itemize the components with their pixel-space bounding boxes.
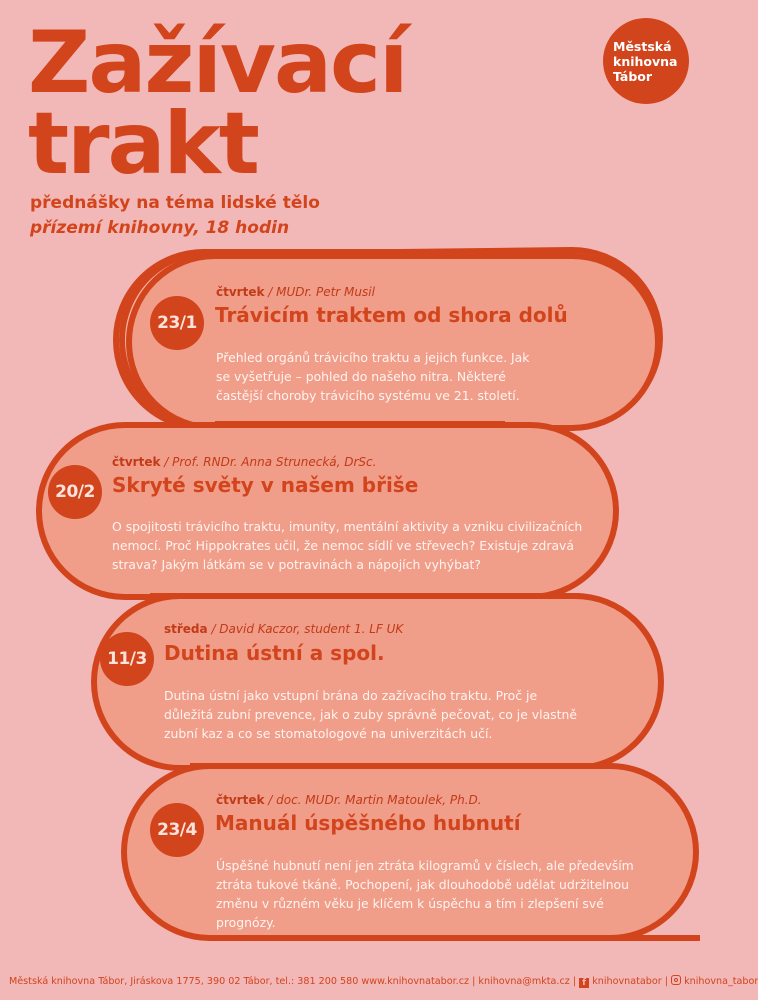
lecture-3-speaker: David Kaczor, student 1. LF UK (219, 622, 404, 636)
lecture-2-title: Skryté světy v našem břiše (112, 473, 419, 497)
lecture-2-description: O spojitosti trávicího traktu, imunity, mentální aktivity a vzniku civilizačních nemocí. Proč Hippokrates učil, že nemoc sídlí ve střevech? Existuje zdravá strava? Jakým látkám se v potravinách a nápojích vyhýbat? (112, 519, 583, 572)
logo-line-3: Tábor (613, 68, 653, 84)
logo-line-2: knihovna (613, 53, 678, 69)
lecture-4-speaker: doc. MUDr. Martin Matoulek, Ph.D. (276, 793, 482, 807)
footer (9, 975, 758, 988)
lecture-1-date-badge: 23/1 (150, 296, 204, 350)
lecture-1-speaker: MUDr. Petr Musil (276, 285, 375, 299)
lecture-4-meta (216, 793, 482, 807)
lecture-2-meta (112, 455, 376, 469)
lecture-3-separator: / (207, 622, 220, 636)
lecture-2-date-badge: 20/2 (48, 465, 102, 519)
lecture-3-description: Dutina ústní jako vstupní brána do zažívacího traktu. Proč je důležitá zubní prevence, jak o zuby správně pečovat, co je vlastně zubní kaz a co se stomatologové na univerzitách učí. (164, 688, 577, 741)
lecture-1-day: čtvrtek (216, 285, 265, 299)
lecture-2-separator: / (160, 455, 173, 469)
lecture-4-description: Úspěšné hubnutí není jen ztráta kilogramů v číslech, ale především ztráta tukové tkáně. Pochopení, jak dlouhodobě udělat udržitelnou změnu v různém věku je klíčem k úspěchu a tím i zlepšení své prognózy. (216, 858, 634, 930)
logo-line-1: Městská (613, 38, 672, 54)
lecture-4-separator: / (264, 793, 277, 807)
footer-web-link[interactable]: www.knihovnatabor.cz (361, 976, 470, 987)
lecture-4-title: Manuál úspěšného hubnutí (215, 811, 521, 835)
instagram-icon (671, 975, 681, 985)
lecture-3-meta (164, 622, 403, 636)
page-title-line-2: trakt (28, 94, 258, 194)
lecture-3-date-badge: 11/3 (100, 632, 154, 686)
lecture-3-day: středa (164, 622, 208, 636)
page-title-line-1: Zažívací (28, 13, 407, 113)
lecture-3-title: Dutina ústní a spol. (164, 641, 385, 665)
lecture-2-speaker: Prof. RNDr. Anna Strunecká, DrSc. (172, 455, 377, 469)
library-logo (603, 18, 689, 104)
facebook-icon: f (579, 978, 589, 988)
footer-divider: | (572, 976, 577, 987)
footer-instagram-link[interactable]: knihovna_tabor (684, 976, 758, 987)
footer-facebook-link[interactable]: knihovnatabor (592, 976, 662, 987)
lecture-1-separator: / (264, 285, 277, 299)
footer-divider: | (472, 976, 476, 987)
lecture-1-meta (216, 285, 375, 299)
footer-address: Městská knihovna Tábor, Jiráskova 1775, 390 02 Tábor, tel.: 381 200 580 (9, 976, 359, 987)
lecture-1-title: Trávicím traktem od shora dolů (215, 303, 568, 327)
lecture-4-date-badge: 23/4 (150, 803, 204, 857)
lecture-2-day: čtvrtek (112, 455, 161, 469)
lecture-1-description: Přehled orgánů trávicího traktu a jejich funkce. Jak se vyšetřuje – pohled do našeho nitra. Některé častější choroby trávicího systému ve 21. století. (216, 350, 530, 403)
footer-email-link[interactable]: knihovna@mkta.cz (478, 976, 570, 987)
subtitle: přednášky na téma lidské tělo (30, 193, 320, 213)
footer-divider: | (664, 976, 668, 987)
lecture-4-day: čtvrtek (216, 793, 265, 807)
venue-time: přízemí knihovny, 18 hodin (30, 218, 290, 238)
